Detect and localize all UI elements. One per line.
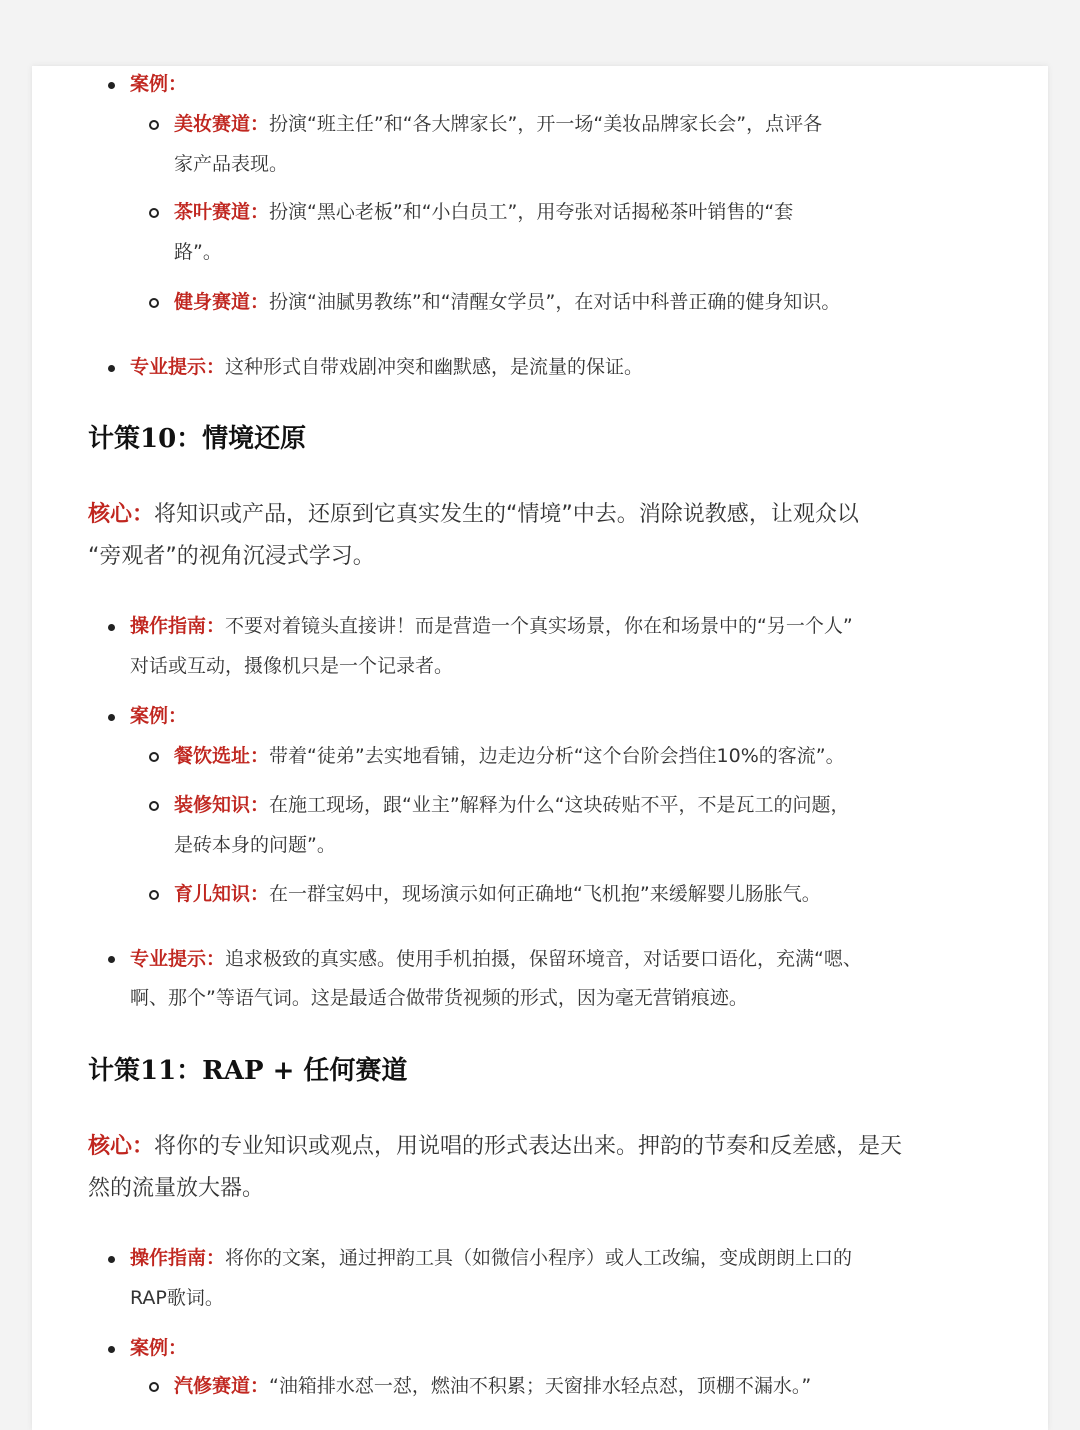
case-label: 餐饮选址：: [174, 745, 270, 767]
core-label: 核心：: [88, 502, 155, 527]
core-text: 将你的专业知识或观点，用说唱的形式表达出来。押韵的节奏和反差感，是天: [154, 1134, 903, 1159]
bullet-disc: [108, 624, 115, 631]
guide-text-cont: 对话或互动，摄像机只是一个记录者。: [130, 655, 454, 677]
bullet-disc: [108, 956, 115, 963]
case-text: 带着“徒弟”去实地看铺，边走边分析“这个台阶会挡住10%的客流”。: [269, 745, 845, 767]
bullet-disc: [108, 365, 115, 372]
section-title: 计策11：RAP + 任何赛道: [88, 1056, 408, 1086]
case-text-cont: 是砖本身的问题”。: [174, 834, 336, 856]
guide-item: [130, 612, 853, 640]
case-item: [174, 791, 850, 819]
case-item: [174, 288, 840, 316]
tip-text-cont: 啊、那个”等语气词。这是最适合做带货视频的形式，因为毫无营销痕迹。: [130, 987, 748, 1009]
cases-label: 案例：: [130, 1337, 188, 1359]
bullet-disc: [108, 714, 115, 721]
case-text: 扮演“班主任”和“各大牌家长”，开一场“美妆品牌家长会”，点评各: [269, 113, 823, 135]
core-label: 核心：: [88, 1134, 155, 1159]
case-label: 健身赛道：: [174, 291, 270, 313]
case-item: [174, 110, 822, 138]
case-item: [174, 742, 845, 770]
tip-item: [130, 353, 643, 381]
guide-item: [130, 1244, 852, 1272]
core-text-cont: “旁观者”的视角沉浸式学习。: [88, 544, 375, 569]
case-label: 汽修赛道：: [174, 1375, 270, 1397]
case-text-cont: 家产品表现。: [174, 153, 289, 175]
cases-label: 案例：: [130, 705, 188, 727]
section-title: 计策10：情境还原: [88, 424, 307, 454]
tip-label: 专业提示：: [130, 356, 226, 378]
tip-text: 追求极致的真实感。使用手机拍摄，保留环境音，对话要口语化，充满“嗯、: [225, 948, 862, 970]
bullet-circle: [149, 752, 159, 762]
tip-item: [130, 945, 862, 973]
document-page: [32, 66, 1048, 1430]
case-text-cont: 路”。: [174, 241, 222, 263]
bullet-disc: [108, 1256, 115, 1263]
case-text: “油箱排水怼一怼，燃油不积累；天窗排水轻点怼，顶棚不漏水。”: [269, 1375, 812, 1397]
bullet-disc: [108, 82, 115, 89]
case-label: 美妆赛道：: [174, 113, 270, 135]
case-text: 扮演“油腻男教练”和“清醒女学员”，在对话中科普正确的健身知识。: [269, 291, 841, 313]
guide-label: 操作指南：: [130, 615, 226, 637]
case-label: 装修知识：: [174, 794, 270, 816]
case-item: [174, 1372, 811, 1400]
core-text: 将知识或产品，还原到它真实发生的“情境”中去。消除说教感，让观众以: [154, 502, 859, 527]
bullet-circle: [149, 890, 159, 900]
guide-text: 将你的文案，通过押韵工具（如微信小程序）或人工改编，变成朗朗上口的: [225, 1247, 853, 1269]
bullet-circle: [149, 208, 159, 218]
bullet-circle: [149, 120, 159, 130]
case-text: 在施工现场，跟“业主”解释为什么“这块砖贴不平，不是瓦工的问题，: [269, 794, 850, 816]
guide-label: 操作指南：: [130, 1247, 226, 1269]
tip-text: 这种形式自带戏剧冲突和幽默感，是流量的保证。: [225, 356, 644, 378]
core-text-cont: 然的流量放大器。: [88, 1176, 265, 1201]
bullet-circle: [149, 801, 159, 811]
bullet-disc: [108, 1346, 115, 1353]
case-text: 在一群宝妈中，现场演示如何正确地“飞机抱”来缓解婴儿肠胀气。: [269, 883, 821, 905]
guide-text: 不要对着镜头直接讲！而是营造一个真实场景，你在和场景中的“另一个人”: [225, 615, 853, 637]
tip-label: 专业提示：: [130, 948, 226, 970]
case-label: 育儿知识：: [174, 883, 270, 905]
core-paragraph: [88, 500, 859, 530]
bullet-circle: [149, 1382, 159, 1392]
case-item: [174, 198, 793, 226]
cases-label: 案例：: [130, 73, 188, 95]
case-text: 扮演“黑心老板”和“小白员工”，用夸张对话揭秘茶叶销售的“套: [269, 201, 794, 223]
bullet-circle: [149, 298, 159, 308]
case-item: [174, 880, 821, 908]
guide-text-cont: RAP歌词。: [130, 1287, 224, 1309]
case-label: 茶叶赛道：: [174, 201, 270, 223]
core-paragraph: [88, 1132, 902, 1162]
